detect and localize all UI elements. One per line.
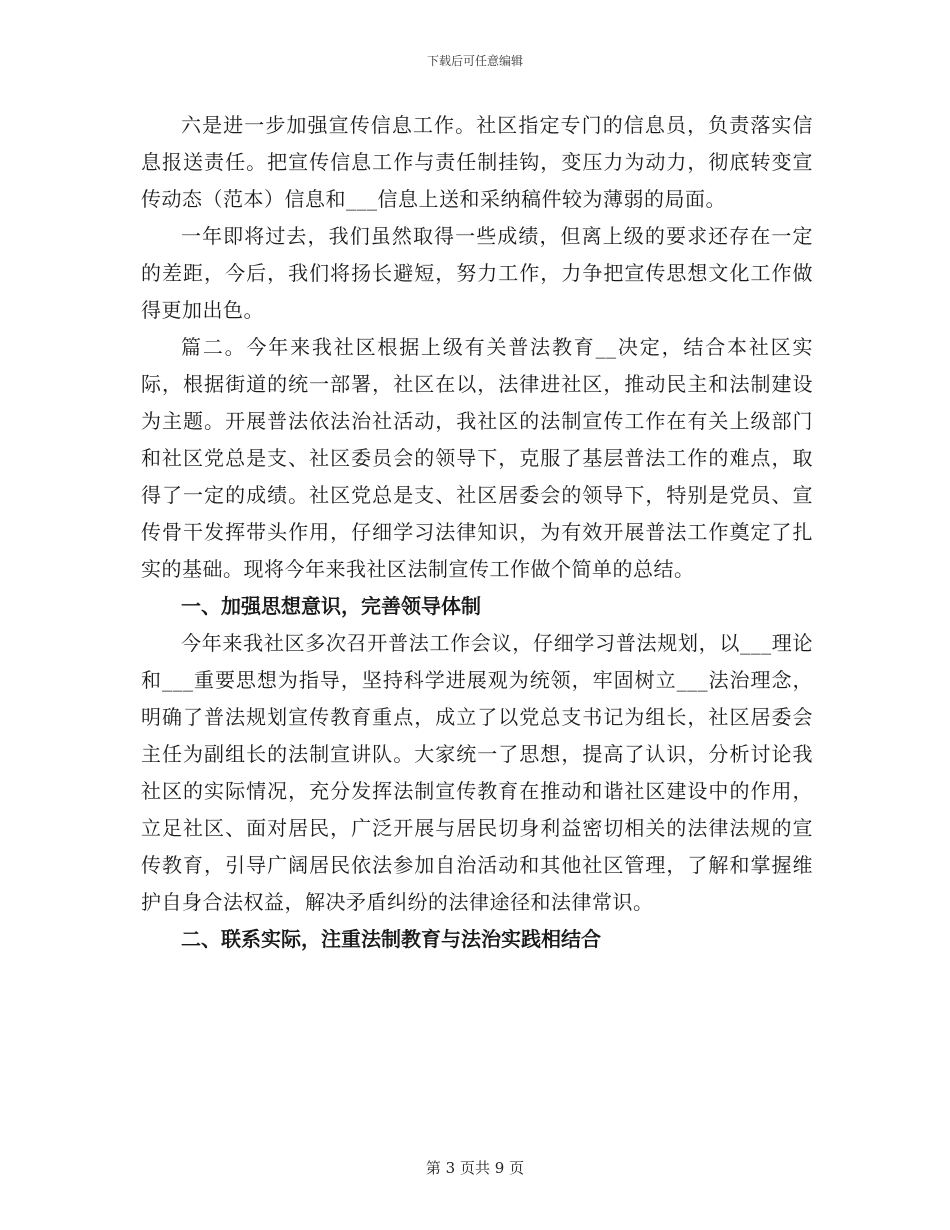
section-heading: 一、加强思想意识，完善领导体制 — [181, 594, 481, 618]
section-heading: 二、联系实际，注重法制教育与法治实践相结合 — [181, 927, 601, 951]
page-header: 下载后可任意编辑 — [426, 54, 523, 68]
page-footer: 第 3 页共 9 页 — [425, 1159, 525, 1177]
document-body — [141, 107, 813, 958]
body-paragraph: 一年即将过去，我们虽然取得一些成绩，但离上级的要求还存在一定的差距，今后，我们将扬长避短，努力工作，力争把宣传思想文化工作做得更加出色。 — [141, 224, 813, 322]
body-paragraph: 篇二。今年来我社区根据上级有关普法教育__决定，结合本社区实际，根据街道的统一部署，社区在以，法律进社区，推动民主和法制建设为主题。开展普法依法治社活动，我社区的法制宣传工作在有关上级部门和社区党总是支、社区委员会的领导下，克服了基层普法工作的难点，取得了一定的成绩。社区党总是支、社区居委会的领导下，特别是党员、宣传骨干发挥带头作用，仔细学习法律知识，为有效开展普法工作奠定了扎实的基础。现将今年来我社区法制宣传工作做个简单的总结。 — [141, 335, 813, 581]
body-paragraph: 今年来我社区多次召开普法工作会议，仔细学习普法规划，以___理论和___重要思想为指导，坚持科学进展观为统领，牢固树立___法治理念，明确了普法规划宣传教育重点，成立了以党总支书记为组长，社区居委会主任为副组长的法制宣讲队。大家统一了思想，提高了认识，分析讨论我社区的实际情况，充分发挥法制宣传教育在推动和谐社区建设中的作用，立足社区、面对居民，广泛开展与居民切身利益密切相关的法律法规的宣传教育，引导广阔居民依法参加自治活动和其他社区管理，了解和掌握维护自身合法权益，解决矛盾纠纷的法律途径和法律常识。 — [141, 631, 813, 914]
body-paragraph: 六是进一步加强宣传信息工作。社区指定专门的信息员，负责落实信息报送责任。把宣传信息工作与责任制挂钩，变压力为动力，彻底转变宣传动态（范本）信息和___信息上送和采纳稿件较为薄弱的局面。 — [141, 113, 813, 211]
